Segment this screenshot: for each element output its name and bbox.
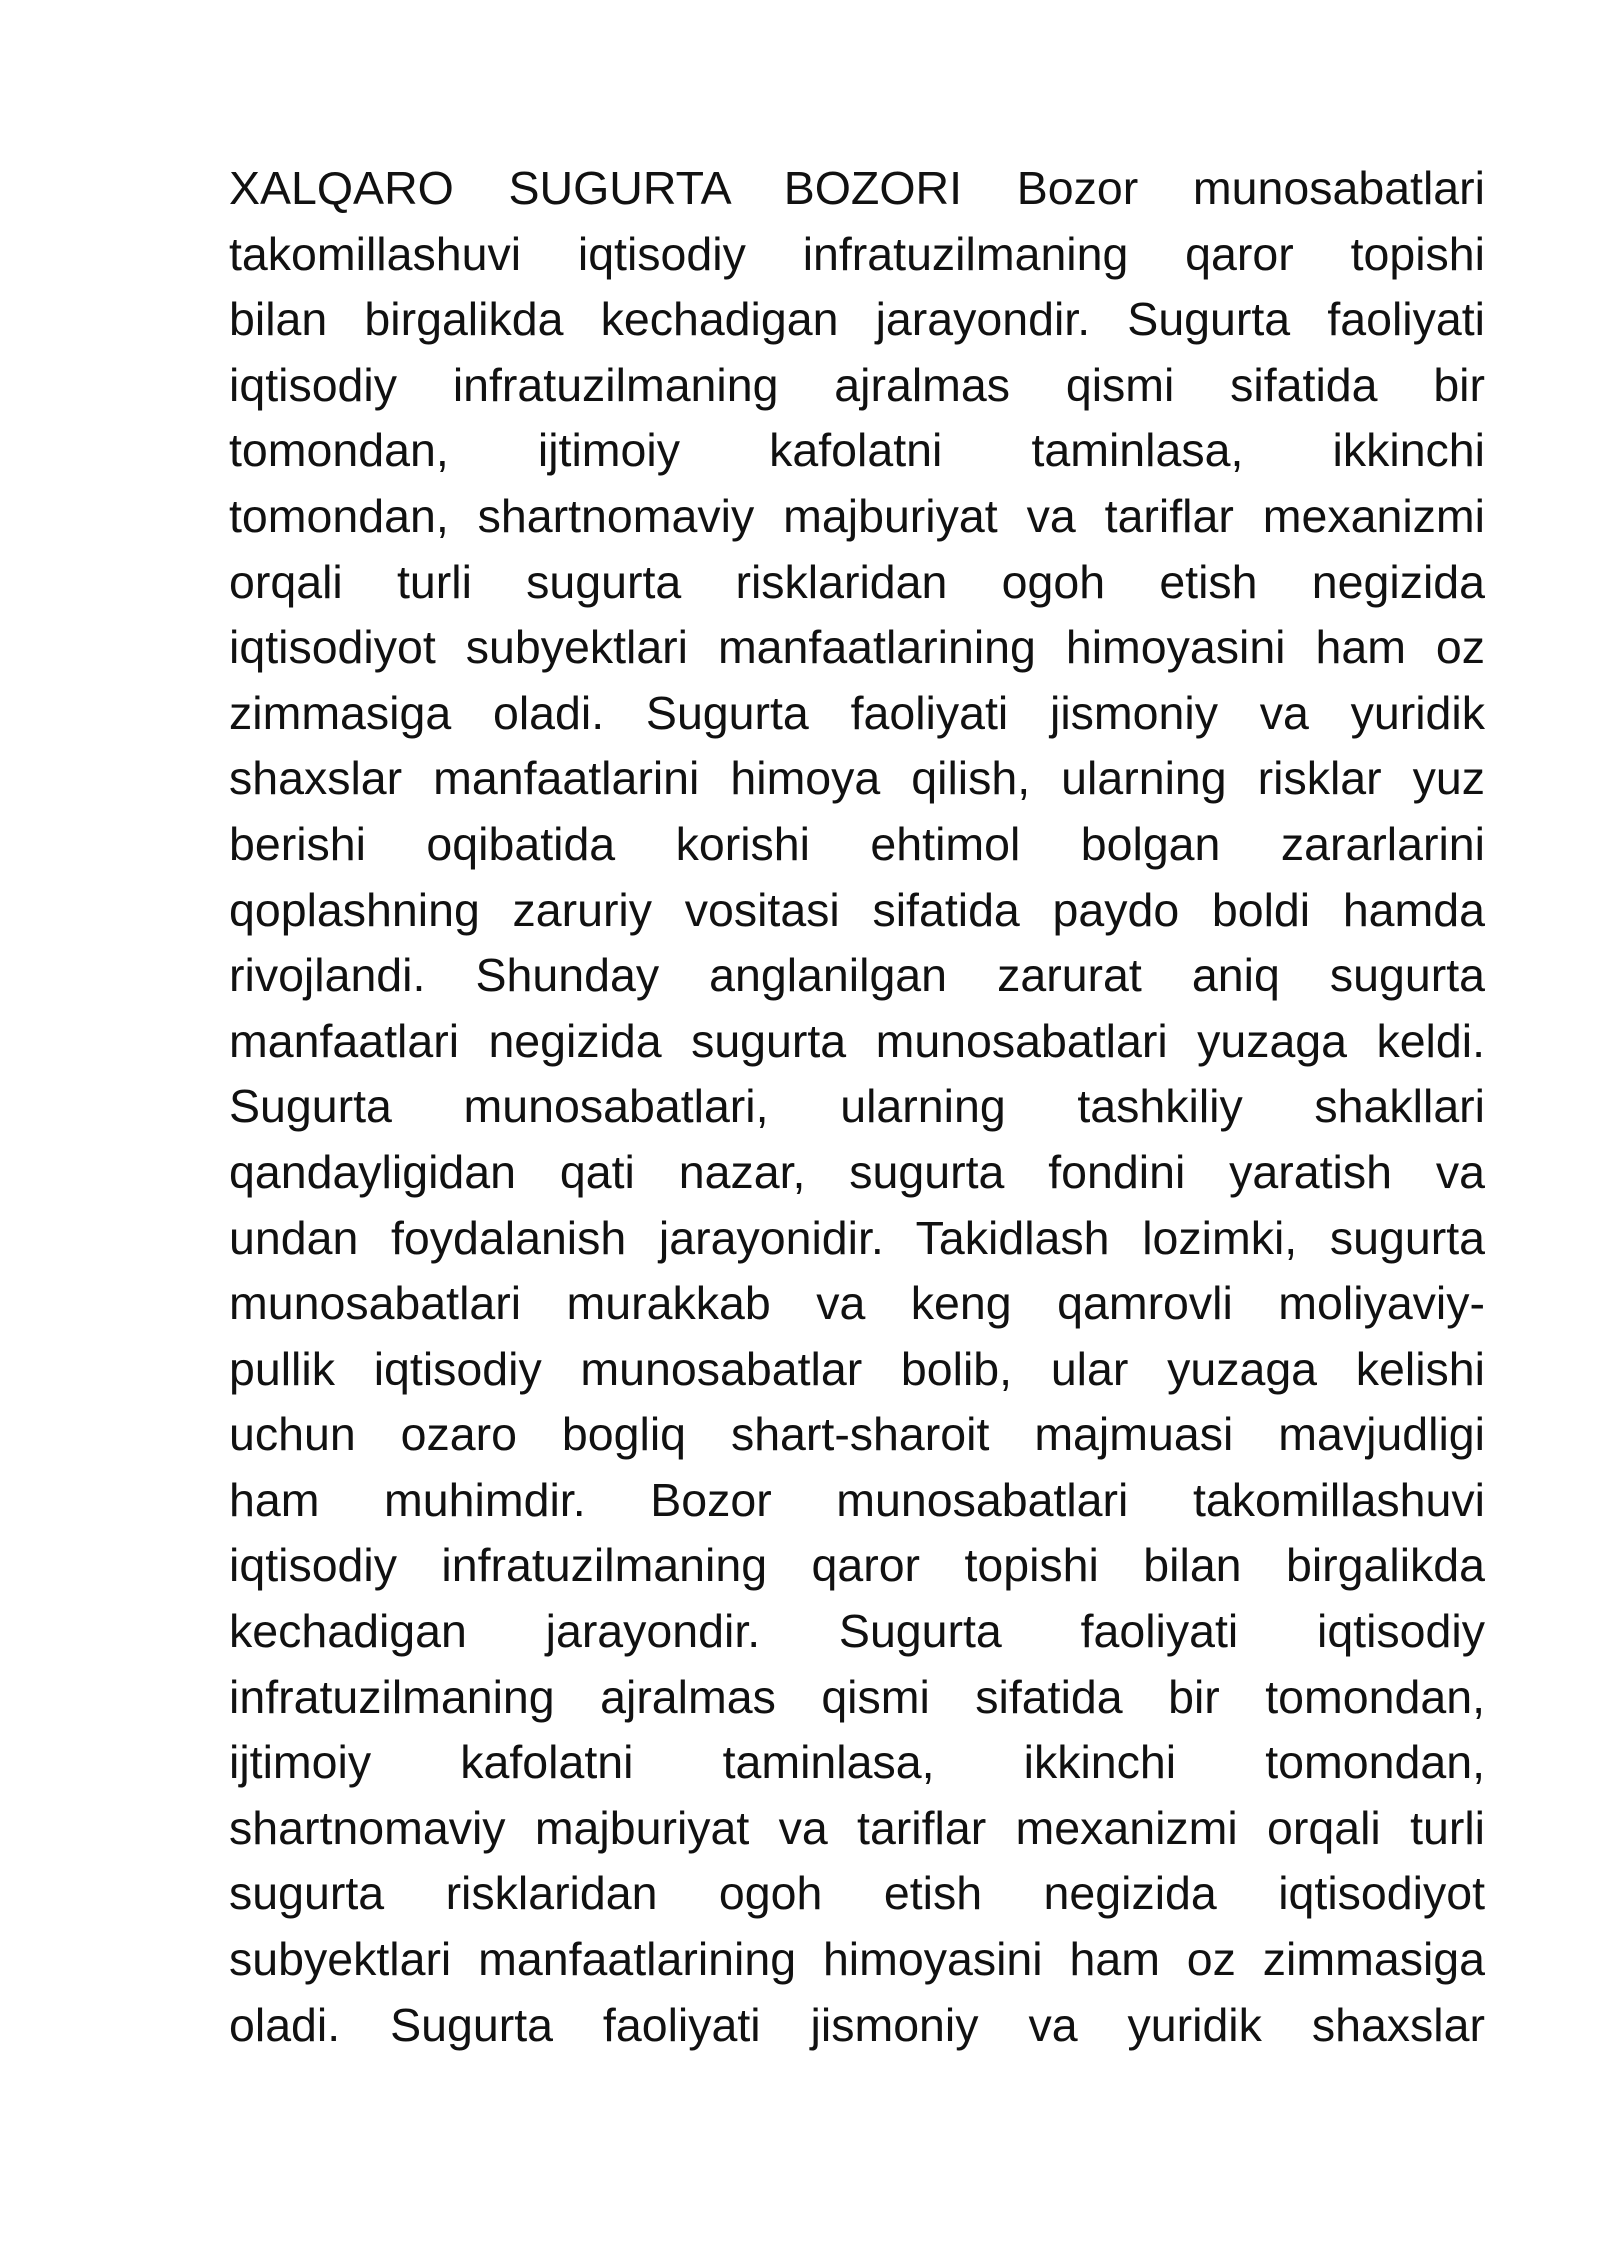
text-line: tomondan, ijtimoiy kafolatni taminlasa, ikkinchi (229, 424, 1485, 477)
text-line: qoplashning zaruriy vositasi sifatida paydo boldi hamda (229, 883, 1485, 936)
text-line: sugurta risklaridan ogoh etish negizida iqtisodiyot (229, 1867, 1485, 1920)
text-line: Sugurta munosabatlari, ularning tashkiliy shakllari (229, 1080, 1485, 1133)
text-line: undan foydalanish jarayonidir. Takidlash lozimki, sugurta (229, 1211, 1485, 1264)
text-line: berishi oqibatida korishi ehtimol bolgan zararlarini (229, 817, 1485, 870)
text-line: ham muhimdir. Bozor munosabatlari takomillashuvi (229, 1473, 1485, 1526)
text-line: bilan birgalikda kechadigan jarayondir. Sugurta faoliyati (229, 293, 1485, 346)
text-line: zimmasiga oladi. Sugurta faoliyati jismoniy va yuridik (229, 686, 1485, 739)
text-line: XALQARO SUGURTA BOZORI Bozor munosabatlari (229, 162, 1485, 214)
text-line: infratuzilmaning ajralmas qismi sifatida bir tomondan, (229, 1670, 1485, 1723)
text-line: ijtimoiy kafolatni taminlasa, ikkinchi tomondan, (229, 1736, 1485, 1789)
text-line: munosabatlari murakkab va keng qamrovli moliyaviy- (229, 1277, 1485, 1330)
text-line: shaxslar manfaatlarini himoya qilish, ularning risklar yuz (229, 752, 1485, 805)
text-line: rivojlandi. Shunday anglanilgan zarurat aniq sugurta (229, 949, 1485, 1002)
text-line: kechadigan jarayondir. Sugurta faoliyati iqtisodiy (229, 1605, 1485, 1658)
text-line: takomillashuvi iqtisodiy infratuzilmaning qaror topishi (229, 227, 1485, 280)
text-line: shartnomaviy majburiyat va tariflar mexanizmi orqali turli (229, 1801, 1485, 1854)
text-line: iqtisodiy infratuzilmaning qaror topishi bilan birgalikda (229, 1539, 1485, 1592)
text-line: subyektlari manfaatlarining himoyasini ham oz zimmasiga (229, 1933, 1485, 1986)
body-text (229, 156, 1485, 2058)
text-line: uchun ozaro bogliq shart-sharoit majmuasi mavjudligi (229, 1408, 1485, 1461)
text-line: qandayligidan qati nazar, sugurta fondini yaratish va (229, 1145, 1485, 1198)
text-line: manfaatlari negizida sugurta munosabatlari yuzaga keldi. (229, 1014, 1485, 1067)
text-line: pullik iqtisodiy munosabatlar bolib, ular yuzaga kelishi (229, 1342, 1485, 1395)
text-line: oladi. Sugurta faoliyati jismoniy va yuridik shaxslar (229, 1998, 1485, 2051)
text-line: tomondan, shartnomaviy majburiyat va tariflar mexanizmi (229, 489, 1485, 542)
text-line: iqtisodiyot subyektlari manfaatlarining himoyasini ham oz (229, 621, 1485, 674)
text-line: iqtisodiy infratuzilmaning ajralmas qismi sifatida bir (229, 358, 1485, 411)
text-line: orqali turli sugurta risklaridan ogoh etish negizida (229, 555, 1485, 608)
